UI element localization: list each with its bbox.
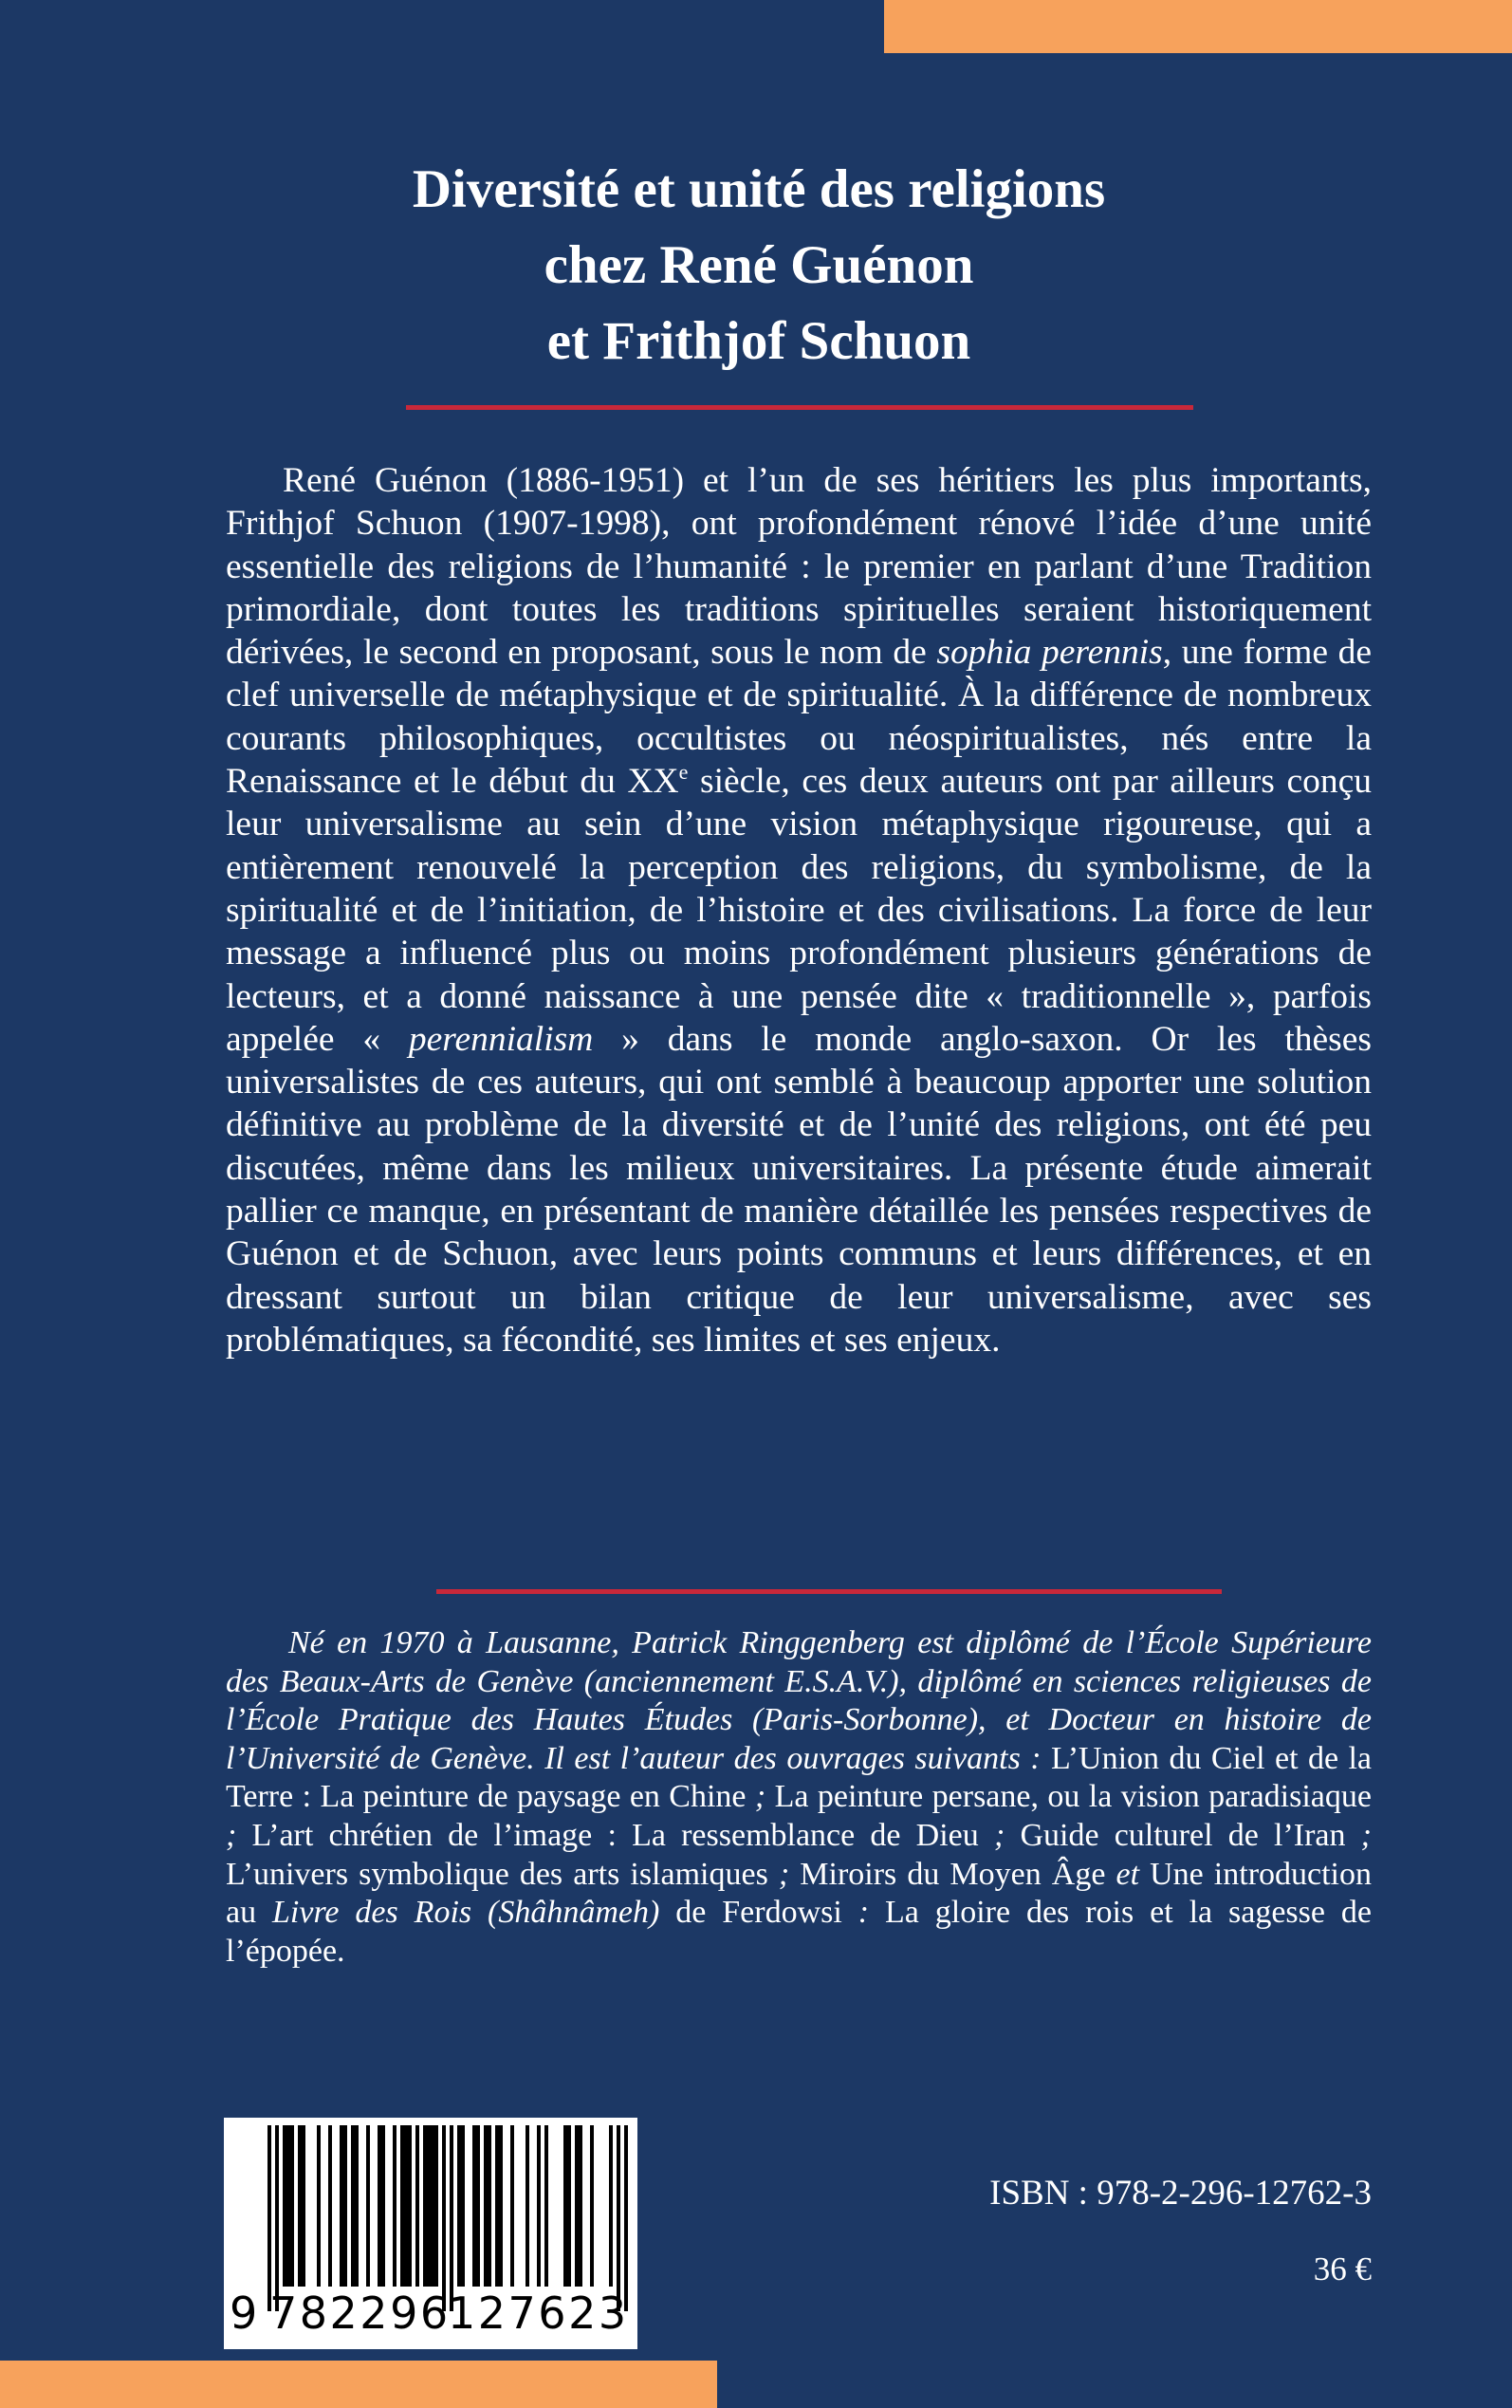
- barcode-space: [514, 2125, 526, 2287]
- barcode-digits: [224, 2285, 637, 2342]
- bio-work-7-title: Livre des Rois (Shâhnâmeh): [272, 1895, 660, 1931]
- book-summary: [226, 459, 1372, 1361]
- barcode-bar: [351, 2125, 359, 2287]
- summary-emphasis-perennialism: perennialism: [408, 1019, 594, 1059]
- bio-work-4: Guide culturel de l’Iran: [1020, 1817, 1346, 1853]
- barcode-space: [503, 2125, 510, 2287]
- bio-work-3: L’art chrétien de l’image : La ressemblance de Dieu: [251, 1817, 979, 1853]
- title-line-3: et Frithjof Schuon: [546, 311, 971, 371]
- barcode-right-digits: 127623: [448, 2288, 629, 2339]
- summary-superscript: e: [678, 760, 689, 785]
- barcode-space: [548, 2125, 563, 2287]
- barcode-space: [305, 2125, 317, 2287]
- bio-separator: :: [841, 1895, 885, 1931]
- bio-conjunction: et: [1105, 1856, 1151, 1892]
- isbn-number: ISBN : 978-2-296-12762-3: [989, 2174, 1372, 2213]
- barcode-space: [465, 2125, 472, 2287]
- summary-emphasis-sophia: sophia perennis: [936, 633, 1163, 673]
- barcode-bar: [283, 2125, 294, 2287]
- barcode-bar: [563, 2125, 571, 2287]
- summary-part-3: siècle, ces deux auteurs ont par ailleurs conçu leur universalisme au sein d’une vision métaphysique rigoureuse, qui a entièrement renouvelé la perception des religions, du symbolisme, de la spiritualité et de l’initiation, de l’histoire et des civilisations. La force de leur message a influencé plus ou moins profondément plusieurs générations de lecteurs, et a donné naissance à une pensée dite « traditionnelle », parfois appelée «: [226, 762, 1372, 1059]
- barcode-bar: [340, 2125, 347, 2287]
- book-title: [237, 152, 1281, 380]
- bio-work-6: Miroirs du Moyen Âge: [800, 1856, 1106, 1892]
- bio-separator: ;: [978, 1817, 1021, 1853]
- bio-work-7-subtitle: La gloire des rois et la sagesse de l’épopée.: [226, 1895, 1372, 1969]
- barcode-space: [370, 2125, 378, 2287]
- bio-separator: ;: [1345, 1817, 1372, 1853]
- barcode-left-digits: 782296: [269, 2288, 451, 2339]
- barcode-bar: [378, 2125, 385, 2287]
- barcode-space: [594, 2125, 609, 2287]
- barcode-bar: [423, 2125, 438, 2287]
- bio-separator: ;: [746, 1779, 775, 1815]
- barcode-first-digit: 9: [230, 2288, 258, 2339]
- title-divider: [406, 405, 1193, 410]
- barcode-bar: [575, 2125, 582, 2287]
- title-line-2: chez René Guénon: [544, 235, 974, 295]
- barcode-space: [529, 2125, 537, 2287]
- bio-work-1: L’Union du Ciel et de la Terre : La peinture de paysage en Chine: [226, 1740, 1373, 1815]
- section-divider: [436, 1589, 1222, 1594]
- barcode-bars: [267, 2125, 643, 2311]
- bio-work-7-start: Une introduction au: [226, 1856, 1372, 1931]
- barcode-bar: [624, 2125, 628, 2311]
- bio-intro: Né en 1970 à Lausanne, Patrick Ringgenberg est diplômé de l’École Supérieure des Beaux-Arts de Genève (anciennement E.S.A.V.), diplômé en sciences religieuses de l’École Pratique des Hautes Études (Paris-Sorbonne), et Docteur en histoire de l’Université de Genève. Il est l’auteur des ouvrages suivants :: [226, 1625, 1372, 1776]
- barcode-bar: [298, 2125, 305, 2287]
- top-accent-bar: [884, 0, 1512, 53]
- barcode-space: [582, 2125, 590, 2287]
- bio-separator: ;: [226, 1817, 252, 1853]
- bio-work-5: L’univers symbolique des arts islamiques: [226, 1856, 768, 1892]
- author-biography: [226, 1624, 1372, 1971]
- summary-part-4: » dans le monde anglo-saxon. Or les thèses universalistes de ces auteurs, qui ont semblé à beaucoup apporter une solution définitive au problème de la diversité et de l’unité des religions, ont été peu discutées, même dans les milieux universitaires. La présente étude aimerait pallier ce manque, en présentant de manière détaillée les pensées respectives de Guénon et de Schuon, avec leurs points communs et leurs différences, et en dressant surtout un bilan critique de leur universalisme, avec ses problématiques, sa fécondité, ses limites et ses enjeux.: [226, 1019, 1372, 1360]
- title-line-1: Diversité et unité des religions: [412, 159, 1106, 219]
- barcode-bar: [400, 2125, 412, 2287]
- price: 36 €: [1313, 2251, 1372, 2288]
- barcode-space: [332, 2125, 340, 2287]
- barcode-space: [385, 2125, 393, 2287]
- barcode-bar: [484, 2125, 491, 2287]
- barcode-bar: [457, 2125, 465, 2287]
- bio-work-2: La peinture persane, ou la vision paradisiaque: [774, 1779, 1372, 1815]
- ean13-barcode-icon: [224, 2118, 637, 2349]
- summary-part-2: , une forme de clef universelle de métaphysique et de spiritualité. À la différence de nombreux courants philosophiques, occultistes ou néospiritualistes, nés entre la Renaissance et le début du XX: [226, 633, 1373, 802]
- barcode-bar: [495, 2125, 503, 2287]
- barcode-bar: [472, 2125, 480, 2287]
- bio-work-7-author: de Ferdowsi: [659, 1895, 842, 1931]
- barcode-space: [359, 2125, 366, 2287]
- barcode-space: [321, 2125, 328, 2287]
- summary-part-1: René Guénon (1886-1951) et l’un de ses héritiers les plus importants, Frithjof Schuon (1907-1998), ont profondément rénové l’idée d’une unité essentielle des religions de l’humanité : le premier en parlant d’une Tradition primordiale, dont toutes les traditions spirituelles seraient historiquement dérivées, le second en proposant, sous le nom de: [226, 461, 1372, 673]
- bio-separator: ;: [767, 1856, 801, 1892]
- bottom-accent-bar: [0, 2361, 717, 2408]
